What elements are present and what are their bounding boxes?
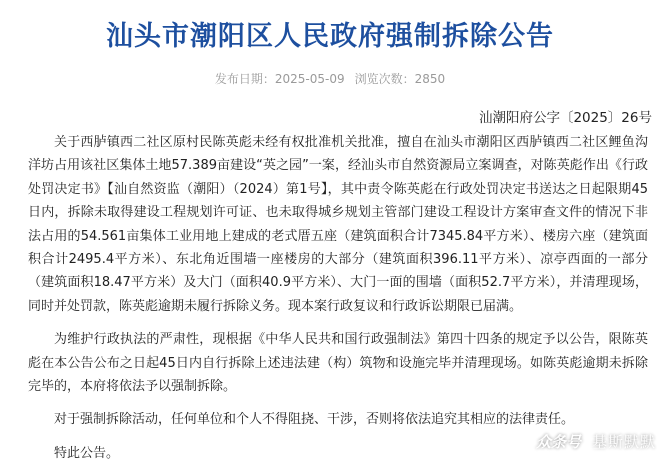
body-paragraph: 特此公告。 (54, 445, 120, 461)
watermark-logo: 众条号 (535, 433, 581, 451)
watermark-divider (586, 435, 587, 449)
body-paragraph: 为维护行政执法的严肃性，现根据《中华人民共和国行政强制法》第四十四条的规定予以公告，限陈英彪在本公告公布之日起45日内自行拆除上述违法建（构）筑物和设施完毕并清理现场。如陈英彪逾期未拆除完毕的，本府将依法予以强制拆除。 (28, 332, 648, 395)
document-number: 汕潮阳府公字〔2025〕26号 (478, 110, 652, 126)
publish-date: 2025-05-09 (274, 72, 345, 86)
page-title: 汕头市潮阳区人民政府强制拆除公告 (106, 21, 554, 52)
publish-meta (0, 70, 660, 87)
view-count: 2850 (414, 72, 446, 86)
notice-body (28, 131, 648, 465)
body-paragraph: 关于西胪镇西二社区原村民陈英彪未经有权批准机关批准，擅自在汕头市潮阳区西胪镇西二社区鲤鱼沟洋坊占用该社区集体土地57.389亩建设“英之园”一案，经汕头市自然资源局立案调查，对陈英彪作出《行政处罚决定书》【汕自然资监（潮阳）（2024）第1号】，其中责令陈英彪在行政处罚决定书送达之日起限期45日内，拆除未取得建设工程规划许可证、也未取得城乡规划主管部门建设工程设计方案审查文件的情况下非法占用的54.561亩集体工业用地上建成的老式厝五座（建筑面积合计7345.84平方米）、楼房六座（建筑面积合计2495.4平方米）、东北角近围墙一座楼房的大部分（建筑面积396.11平方米）、凉亭西面的一部分（建筑面积18.47平方米）及大门（面积40.9平方米）、大门一面的围墙（面积52.7平方米），并清理现场，同时并处罚款，陈英彪逾期未履行拆除义务。现本案行政复议和行政诉讼期限已届满。 (28, 135, 648, 314)
source-watermark (536, 431, 656, 452)
publish-date-label: 发布日期： (214, 72, 275, 86)
body-paragraph: 对于强制拆除活动，任何单位和个人不得阻挠、干涉，否则将依法追究其相应的法律责任。 (54, 412, 575, 428)
view-count-label: 浏览次数： (354, 72, 415, 86)
watermark-author: 基斯默默 (591, 433, 656, 451)
